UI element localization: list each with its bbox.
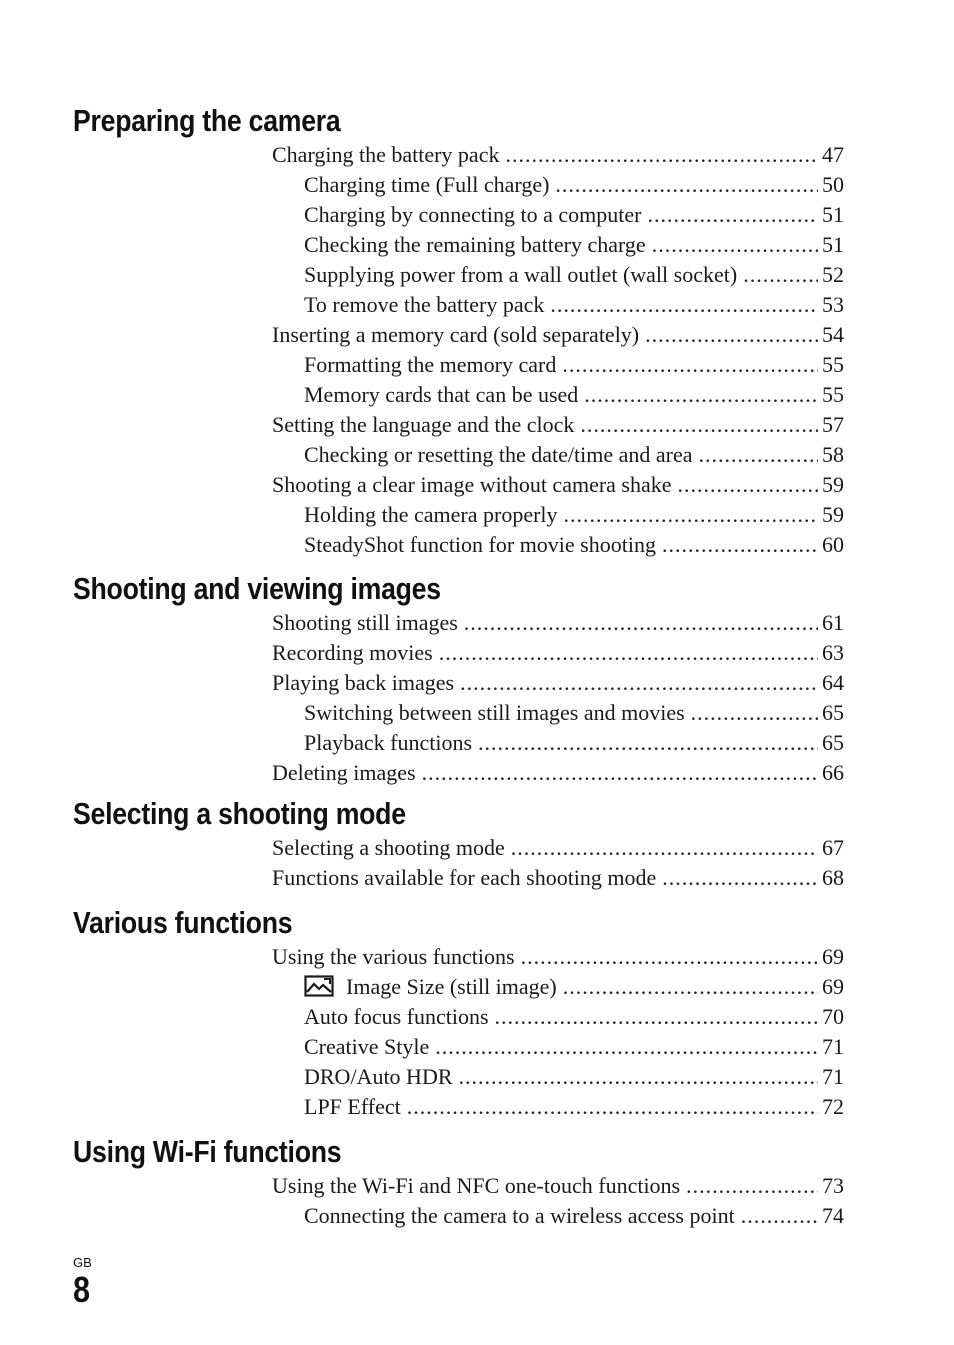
dot-leader: [459, 1062, 818, 1092]
dot-leader: [521, 942, 818, 972]
toc-page-number: 59: [822, 502, 844, 527]
toc-entry-title: [304, 380, 578, 410]
toc-page-number: 71: [822, 1034, 844, 1059]
toc-entry-title: [304, 290, 544, 320]
toc-entry[interactable]: [304, 170, 844, 200]
toc-entry[interactable]: [304, 530, 844, 560]
toc-entry-title: [272, 140, 499, 170]
toc-entry-title: [272, 863, 656, 893]
toc-page-number: 55: [822, 382, 844, 407]
dot-leader: [478, 728, 818, 758]
dot-leader: [686, 1171, 818, 1201]
toc-entry-text: Setting the language and the clock: [272, 412, 575, 437]
region-code: GB: [73, 1255, 92, 1270]
toc-entry[interactable]: [272, 833, 844, 863]
toc-entry-text: To remove the battery pack: [304, 292, 545, 317]
toc-entry-text: Supplying power from a wall outlet (wall socket): [304, 262, 738, 287]
dot-leader: [464, 608, 818, 638]
toc-entry-text: Image Size (still image): [346, 974, 557, 999]
toc-entry-title: [304, 230, 646, 260]
toc-page-number: 69: [822, 944, 844, 969]
toc-entry-title: [304, 1002, 489, 1032]
toc-entry-title: [304, 200, 641, 230]
toc-entry[interactable]: [272, 942, 844, 972]
toc-page-number: 51: [822, 232, 844, 257]
toc-entry[interactable]: [304, 230, 844, 260]
toc-page-number: 67: [822, 835, 844, 860]
toc-entry-title: [272, 1171, 680, 1201]
toc-page-number: 74: [822, 1203, 844, 1228]
toc-page-number: 63: [822, 640, 844, 665]
toc-entry-text: Inserting a memory card (sold separately): [272, 322, 640, 347]
dot-leader: [741, 1201, 818, 1231]
toc-section: [73, 797, 844, 893]
dot-leader: [460, 668, 818, 698]
toc-entry[interactable]: [304, 1201, 844, 1231]
toc-entry[interactable]: [304, 380, 844, 410]
toc-entry[interactable]: [304, 290, 844, 320]
toc-entry[interactable]: [304, 1002, 844, 1032]
toc-entry-title: [304, 170, 549, 200]
toc-entry-text: Checking or resetting the date/time and area: [304, 442, 693, 467]
toc-entry-list: [73, 942, 844, 1122]
toc-entry-title: [304, 1032, 429, 1062]
dot-leader: [439, 638, 818, 668]
toc-entry-text: LPF Effect: [304, 1094, 401, 1119]
toc-entry-text: Shooting still images: [272, 610, 458, 635]
toc-entry-text: Creative Style: [304, 1034, 430, 1059]
toc-entry[interactable]: [272, 863, 844, 893]
toc-entry[interactable]: [272, 410, 844, 440]
toc-entry[interactable]: [272, 668, 844, 698]
dot-leader: [652, 230, 818, 260]
toc-entry[interactable]: [272, 470, 844, 500]
toc-entry-text: Shooting a clear image without camera shake: [272, 472, 672, 497]
toc-section: [73, 104, 844, 560]
dot-leader: [511, 833, 818, 863]
toc-section: [73, 1135, 844, 1231]
toc-entry-text: SteadyShot function for movie shooting: [304, 532, 656, 557]
toc-entry-title: [304, 530, 656, 560]
toc-entry-title: [272, 833, 505, 863]
toc-entry-text: Recording movies: [272, 640, 433, 665]
toc-entry[interactable]: [304, 728, 844, 758]
toc-entry-title: [272, 942, 515, 972]
toc-entry-text: Holding the camera properly: [304, 502, 558, 527]
toc-entry-title: [304, 1062, 453, 1092]
toc-entry[interactable]: [304, 440, 844, 470]
toc-entry-title: [304, 260, 737, 290]
toc-entry-title: [272, 470, 672, 500]
toc-entry-text: Formatting the memory card: [304, 352, 557, 377]
toc-entry[interactable]: [272, 608, 844, 638]
toc-entry-title: [272, 608, 458, 638]
toc-entry-title: [304, 350, 556, 380]
toc-page-number: 70: [822, 1004, 844, 1029]
section-heading: Various functions: [73, 905, 293, 940]
toc-entry-text: Charging time (Full charge): [304, 172, 550, 197]
toc-page-number: 54: [822, 322, 844, 347]
toc-page-number: 51: [822, 202, 844, 227]
dot-leader: [645, 320, 818, 350]
toc-page-number: 50: [822, 172, 844, 197]
dot-leader: [435, 1032, 818, 1062]
toc-entry-text: DRO/Auto HDR: [304, 1064, 453, 1089]
dot-leader: [563, 972, 818, 1002]
toc-entry-title: [304, 698, 685, 728]
toc-entry-title: [304, 1092, 401, 1122]
toc-entry-text: Charging the battery pack: [272, 142, 500, 167]
toc-entry-text: Deleting images: [272, 760, 416, 785]
toc-entry[interactable]: [304, 1062, 844, 1092]
toc-entry-text: Switching between still images and movies: [304, 700, 685, 725]
toc-entry[interactable]: [304, 972, 844, 1002]
toc-entry-title: [272, 758, 416, 788]
toc-entry-text: Charging by connecting to a computer: [304, 202, 642, 227]
toc-entry[interactable]: [304, 1032, 844, 1062]
toc-entry-text: Memory cards that can be used: [304, 382, 579, 407]
toc-entry[interactable]: [304, 1092, 844, 1122]
section-heading: Using Wi-Fi functions: [73, 1134, 342, 1169]
toc-entry-title: [272, 410, 574, 440]
dot-leader: [662, 530, 818, 560]
toc-entry-text: Playback functions: [304, 730, 473, 755]
toc-page-number: 57: [822, 412, 844, 437]
section-heading: Selecting a shooting mode: [73, 796, 406, 831]
toc-section: [73, 906, 844, 1122]
toc-entry-text: Functions available for each shooting mode: [272, 865, 657, 890]
toc-entry[interactable]: [272, 758, 844, 788]
toc-section: [73, 572, 844, 788]
toc-entry-title: [304, 500, 558, 530]
toc-entry-text: Using the various functions: [272, 944, 515, 969]
toc-entry-title: [304, 972, 557, 1002]
toc-page-number: 59: [822, 472, 844, 497]
dot-leader: [580, 410, 818, 440]
toc-page-number: 58: [822, 442, 844, 467]
toc-entry[interactable]: [304, 698, 844, 728]
section-heading: Preparing the camera: [73, 103, 341, 138]
dot-leader: [505, 140, 818, 170]
dot-leader: [495, 1002, 818, 1032]
toc-page-number: 65: [822, 730, 844, 755]
toc-page-number: 66: [822, 760, 844, 785]
dot-leader: [699, 440, 818, 470]
toc-entry-list: [73, 833, 844, 893]
dot-leader: [555, 170, 818, 200]
toc-entry[interactable]: [304, 260, 844, 290]
toc-entry[interactable]: [272, 320, 844, 350]
toc-entry-list: [73, 140, 844, 560]
toc-page-number: 47: [822, 142, 844, 167]
toc-page-number: 72: [822, 1094, 844, 1119]
toc-page-number: 64: [822, 670, 844, 695]
toc-entry-title: [272, 668, 454, 698]
toc-page-number: 60: [822, 532, 844, 557]
dot-leader: [743, 260, 818, 290]
toc-entry[interactable]: [272, 140, 844, 170]
toc-entry-title: [272, 320, 639, 350]
toc-entry[interactable]: [272, 1171, 844, 1201]
dot-leader: [562, 350, 818, 380]
toc-page-number: 61: [822, 610, 844, 635]
page-footer: [73, 1256, 93, 1308]
dot-leader: [422, 758, 818, 788]
dot-leader: [691, 698, 818, 728]
dot-leader: [564, 500, 818, 530]
dot-leader: [550, 290, 818, 320]
toc-entry-text: Connecting the camera to a wireless access point: [304, 1203, 735, 1228]
toc-entry[interactable]: [304, 200, 844, 230]
toc-entry-text: Using the Wi-Fi and NFC one-touch functions: [272, 1173, 681, 1198]
toc-entry-list: [73, 1171, 844, 1231]
dot-leader: [584, 380, 818, 410]
page-number: 8: [73, 1269, 91, 1310]
toc-page-number: 53: [822, 292, 844, 317]
toc-entry-text: Auto focus functions: [304, 1004, 489, 1029]
toc-page-number: 71: [822, 1064, 844, 1089]
toc-entry-text: Playing back images: [272, 670, 455, 695]
toc-page-number: 52: [822, 262, 844, 287]
toc-page-number: 73: [822, 1173, 844, 1198]
dot-leader: [678, 470, 818, 500]
toc-entry-title: [304, 728, 472, 758]
toc-entry[interactable]: [272, 638, 844, 668]
section-heading: Shooting and viewing images: [73, 571, 441, 606]
toc-entry-title: [304, 440, 693, 470]
dot-leader: [647, 200, 818, 230]
toc-page-number: 55: [822, 352, 844, 377]
image-size-icon: [304, 975, 334, 997]
toc-page-number: 69: [822, 974, 844, 999]
dot-leader: [407, 1092, 818, 1122]
toc-page-number: 65: [822, 700, 844, 725]
toc-entry[interactable]: [304, 500, 844, 530]
toc-entry-title: [304, 1201, 735, 1231]
toc-entry[interactable]: [304, 350, 844, 380]
toc-entry-text: Checking the remaining battery charge: [304, 232, 646, 257]
toc-entry-list: [73, 608, 844, 788]
toc-entry-title: [272, 638, 433, 668]
toc-page-number: 68: [822, 865, 844, 890]
toc-entry-text: Selecting a shooting mode: [272, 835, 505, 860]
dot-leader: [662, 863, 818, 893]
